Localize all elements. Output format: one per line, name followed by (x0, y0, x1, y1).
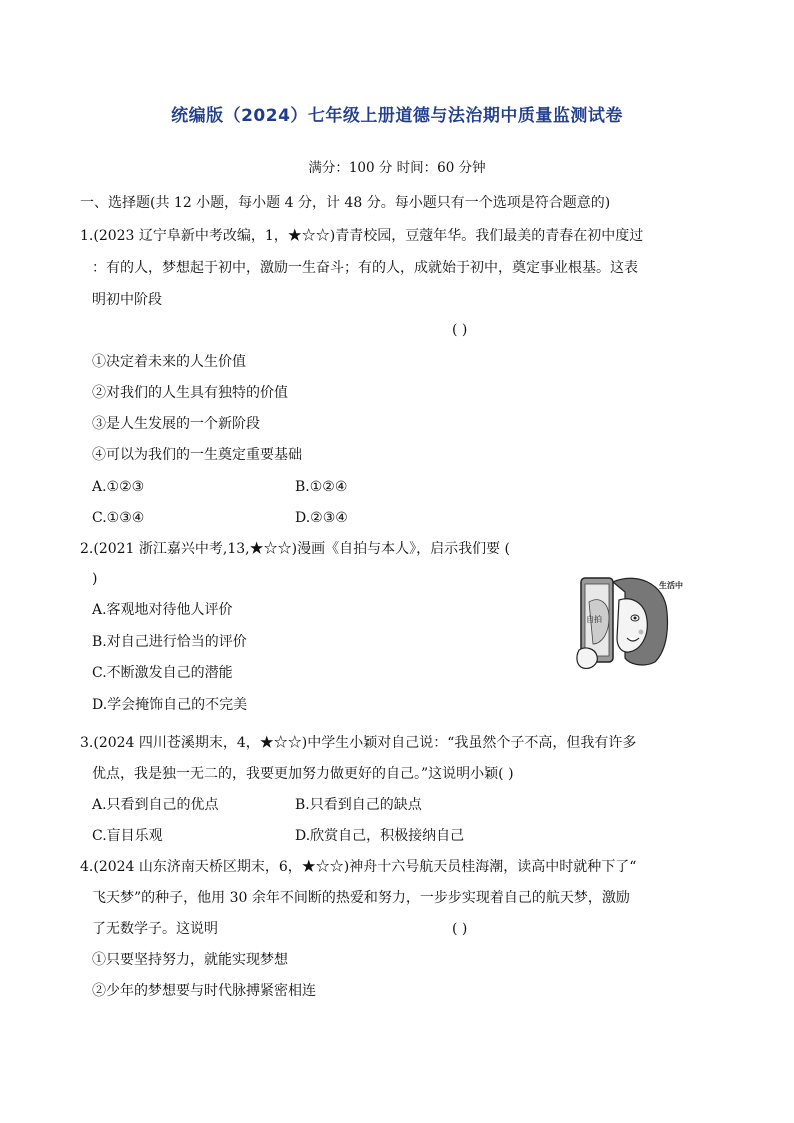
exam-meta: 满分：100 分 时间：60 分钟 (308, 160, 486, 176)
q1-answer-blank: ( ) (452, 322, 468, 338)
selfie-cartoon-image (573, 572, 683, 672)
q2-option-a: A.客观地对待他人评价 (92, 602, 233, 618)
q2-option-d: D.学会掩饰自己的不完美 (92, 697, 248, 713)
q2-option-b: B.对自己进行恰当的评价 (92, 634, 247, 650)
q1-option-c: C.①③④ (92, 510, 145, 526)
q2-option-c: C.不断激发自己的潜能 (92, 665, 233, 681)
q1-option-b: B.①②④ (295, 479, 348, 495)
phone-label: 自拍 (586, 615, 602, 624)
q3-stem-line1: 3.(2024 四川苍溪期末，4，★☆☆)中学生小颖对自己说：“我虽然个子不高，但我有许多 (80, 735, 637, 751)
q3-option-c: C.盲目乐观 (92, 828, 163, 844)
q4-stem-line1: 4.(2024 山东济南天桥区期末，6，★☆☆)神舟十六号航天员桂海潮，读高中时就种下了“ (80, 859, 637, 875)
q4-answer-blank: ( ) (452, 921, 468, 937)
q4-stem-line2: 飞天梦”的种子，他用 30 余年不间断的热爱和努力，一步步实现着自己的航天梦，激励 (92, 890, 630, 906)
q3-stem-line2: 优点，我是独一无二的，我要更加努力做更好的自己。”这说明小颖( ) (92, 766, 514, 782)
q3-option-d: D.欣赏自己，积极接纳自己 (295, 828, 465, 844)
section-heading: 一、选择题(共 12 小题，每小题 4 分，计 48 分。每小题只有一个选项是符合题意的) (80, 195, 611, 211)
q4-item-1: ①只要坚持努力，就能实现梦想 (92, 952, 288, 968)
q2-stem-line2: ) (92, 571, 98, 587)
q1-item-3: ③是人生发展的一个新阶段 (92, 416, 260, 432)
q1-option-d: D.②③④ (295, 510, 348, 526)
q3-option-b: B.只看到自己的缺点 (295, 797, 422, 813)
q1-item-2: ②对我们的人生具有独特的价值 (92, 385, 288, 401)
q2-stem-line1: 2.(2021 浙江嘉兴中考,13,★☆☆)漫画《自拍与本人》，启示我们要 ( (80, 541, 510, 557)
side-label: 生活中 (659, 581, 683, 590)
q1-stem-line1: 1.(2023 辽宁阜新中考改编，1，★☆☆)青青校园，豆蔻年华。我们最美的青春在初中度过 (80, 228, 644, 244)
selfie-cartoon-illustration (573, 572, 683, 672)
q1-option-a: A.①②③ (92, 479, 145, 495)
q4-item-2: ②少年的梦想要与时代脉搏紧密相连 (92, 983, 316, 999)
q4-stem-line3: 了无数学子。这说明 (92, 921, 218, 937)
page-title: 统编版（2024）七年级上册道德与法治期中质量监测试卷 (171, 106, 623, 126)
q1-stem-line2: ：有的人，梦想起于初中，激励一生奋斗；有的人，成就始于初中，奠定事业根基。这表 (92, 260, 638, 276)
q1-stem-line3: 明初中阶段 (92, 292, 162, 308)
q1-item-4: ④可以为我们的一生奠定重要基础 (92, 447, 302, 463)
q1-item-1: ①决定着未来的人生价值 (92, 354, 246, 370)
q3-option-a: A.只看到自己的优点 (92, 797, 219, 813)
